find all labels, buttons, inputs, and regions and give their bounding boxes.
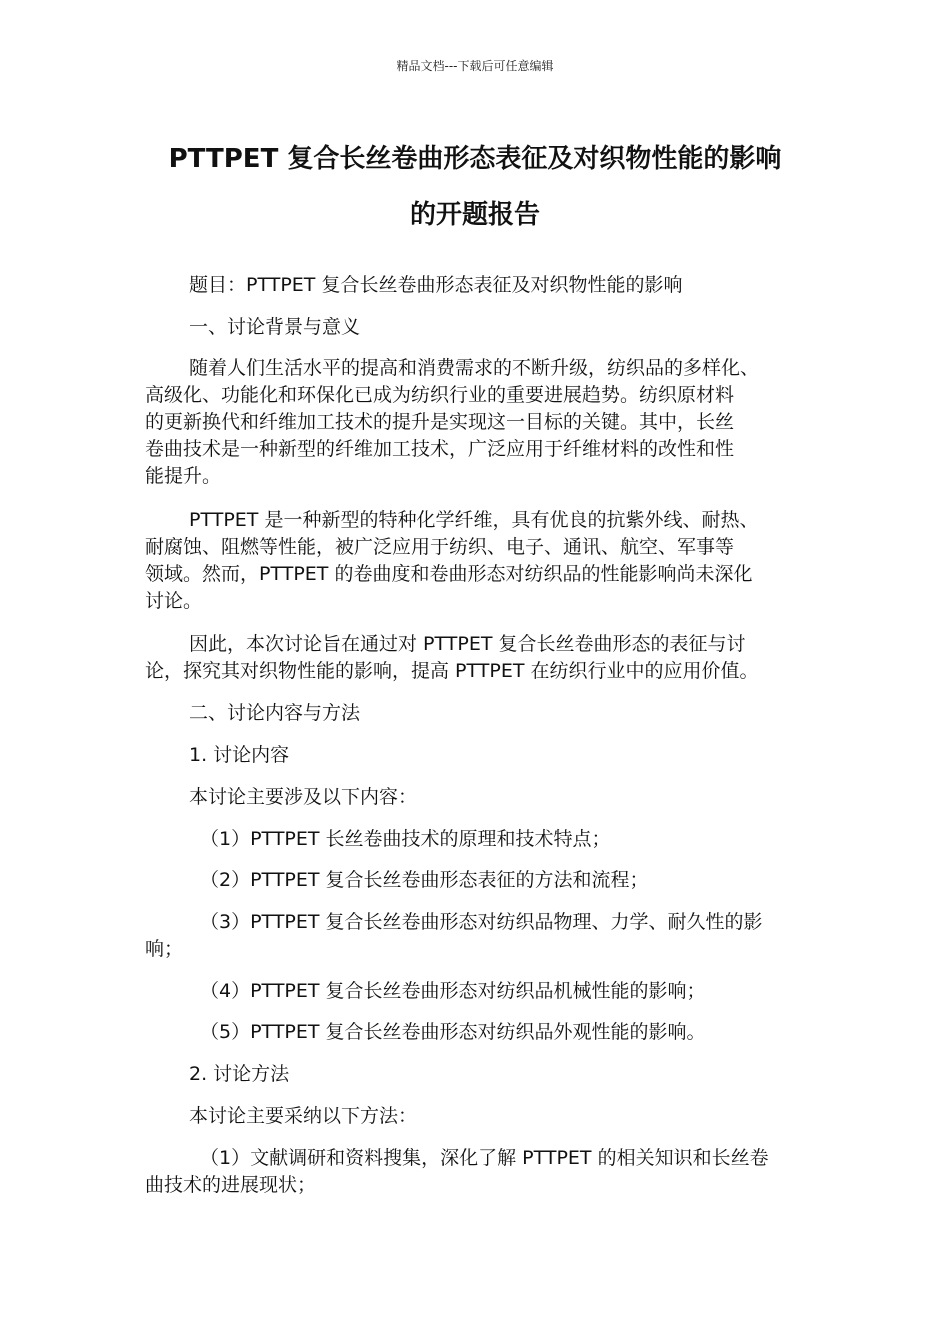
paragraph-line: 随着人们生活水平的提高和消费需求的不断升级，纺织品的多样化、 — [189, 357, 760, 379]
page-header-note: 精品文档---下载后可任意编辑 — [396, 59, 554, 73]
content-item-1: （1）PTTPET 长丝卷曲技术的原理和技术特点； — [200, 828, 611, 850]
paragraph-line: 能提升。 — [145, 465, 222, 487]
paragraph-line: 的更新换代和纤维加工技术的提升是实现这一目标的关键。其中，长丝 — [145, 411, 735, 433]
content-item-3-continued: 响； — [145, 938, 184, 960]
methods-intro: 本讨论主要采纳以下方法： — [189, 1105, 418, 1127]
subheading-methods: 2. 讨论方法 — [189, 1063, 290, 1085]
section-heading-background: 一、讨论背景与意义 — [189, 316, 361, 338]
content-intro: 本讨论主要涉及以下内容： — [189, 786, 418, 808]
paragraph-line: 高级化、功能化和环保化已成为纺织行业的重要进展趋势。纺织原材料 — [145, 384, 735, 406]
content-item-2: （2）PTTPET 复合长丝卷曲形态表征的方法和流程； — [200, 869, 649, 891]
paragraph-line: PTTPET 是一种新型的特种化学纤维，具有优良的抗紫外线、耐热、 — [189, 509, 759, 531]
content-item-5: （5）PTTPET 复合长丝卷曲形态对纺织品外观性能的影响。 — [200, 1021, 706, 1043]
paragraph-line: 讨论。 — [145, 590, 203, 612]
paragraph-line: 耐腐蚀、阻燃等性能，被广泛应用于纺织、电子、通讯、航空、军事等 — [145, 536, 735, 558]
content-item-4: （4）PTTPET 复合长丝卷曲形态对纺织品机械性能的影响； — [200, 980, 706, 1002]
document-title-line-2: 的开题报告 — [409, 200, 540, 230]
paragraph-line: 论，探究其对织物性能的影响，提高 PTTPET 在纺织行业中的应用价值。 — [145, 660, 759, 682]
subject-line: 题目：PTTPET 复合长丝卷曲形态表征及对织物性能的影响 — [189, 274, 683, 296]
content-item-3: （3）PTTPET 复合长丝卷曲形态对纺织品物理、力学、耐久性的影 — [200, 911, 763, 933]
paragraph-line: 卷曲技术是一种新型的纤维加工技术，广泛应用于纤维材料的改性和性 — [145, 438, 735, 460]
section-heading-methods: 二、讨论内容与方法 — [189, 702, 361, 724]
paragraph-line: 因此，本次讨论旨在通过对 PTTPET 复合长丝卷曲形态的表征与讨 — [189, 633, 746, 655]
method-item-1: （1）文献调研和资料搜集，深化了解 PTTPET 的相关知识和长丝卷 — [200, 1147, 769, 1169]
paragraph-line: 领域。然而，PTTPET 的卷曲度和卷曲形态对纺织品的性能影响尚未深化 — [145, 563, 753, 585]
method-item-1-continued: 曲技术的进展现状； — [145, 1174, 317, 1196]
subheading-content: 1. 讨论内容 — [189, 744, 290, 766]
document-title-line-1: PTTPET 复合长丝卷曲形态表征及对织物性能的影响 — [168, 144, 782, 174]
